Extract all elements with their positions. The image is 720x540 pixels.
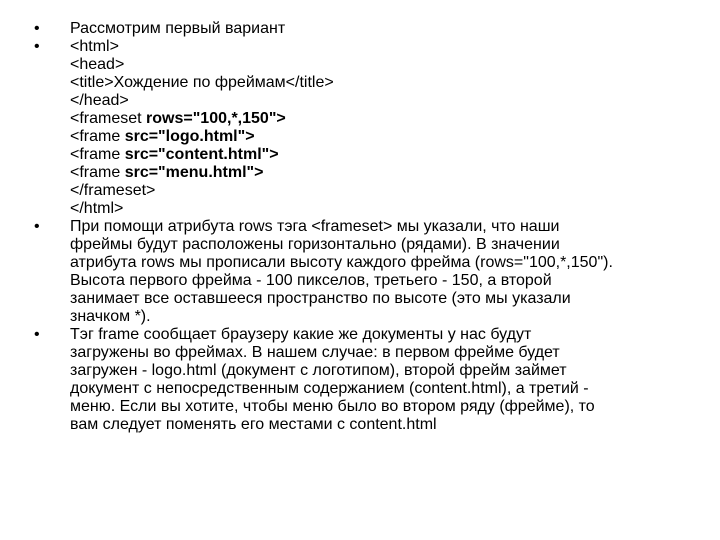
text-line: меню. Если вы хотите, чтобы меню было во втором ряду (фрейме), то: [70, 398, 595, 415]
text-line: вам следует поменять его местами с content.html: [70, 416, 437, 433]
bullet-item-intro: [34, 20, 694, 38]
code-line-frame-logo: <frame src="logo.html">: [70, 128, 255, 145]
code-line-frame-menu: <frame src="menu.html">: [70, 164, 264, 181]
bullet-item-frame-explanation: [34, 326, 694, 434]
bullet-item-rows-explanation: [34, 218, 694, 326]
code-line-frameset-close: </frameset>: [70, 182, 156, 199]
text-line: При помощи атрибута rows тэга <frameset> мы указали, что наши: [70, 218, 560, 235]
text-line: документ с непосредственным содержанием (content.html), а третий -: [70, 380, 589, 397]
code-line-frame-content: <frame src="content.html">: [70, 146, 279, 163]
text-line: Высота первого фрейма - 100 пикселов, третьего - 150, а второй: [70, 272, 552, 289]
bullet-dot: •: [34, 20, 40, 37]
bullet-list: [34, 20, 694, 434]
code-line-frameset-open: <frameset rows="100,*,150">: [70, 110, 286, 127]
code-line-html-open: <html>: [70, 38, 119, 55]
bullet-dot: •: [34, 218, 40, 235]
text-line: загружены во фреймах. В нашем случае: в первом фрейме будет: [70, 344, 560, 361]
text-line: занимает все оставшееся пространство по высоте (это мы указали: [70, 290, 571, 307]
text-line: загружен - logo.html (документ с логотипом), второй фрейм займет: [70, 362, 567, 379]
bullet-dot: •: [34, 38, 40, 55]
text-line: атрибута rows мы прописали высоту каждого фрейма (rows="100,*,150").: [70, 254, 613, 271]
code-line-head-open: <head>: [70, 56, 125, 73]
code-line-head-close: </head>: [70, 92, 129, 109]
text-line: Тэг frame сообщает браузеру какие же документы у нас будут: [70, 326, 532, 343]
bullet-dot: •: [34, 326, 40, 343]
code-line-title: <title>Хождение по фреймам</title>: [70, 74, 334, 91]
text-line: Рассмотрим первый вариант: [70, 20, 286, 37]
text-line: значком *).: [70, 308, 151, 325]
text-line: фреймы будут расположены горизонтально (рядами). В значении: [70, 236, 560, 253]
code-line-html-close: </html>: [70, 200, 124, 217]
bullet-item-code: [34, 38, 694, 218]
